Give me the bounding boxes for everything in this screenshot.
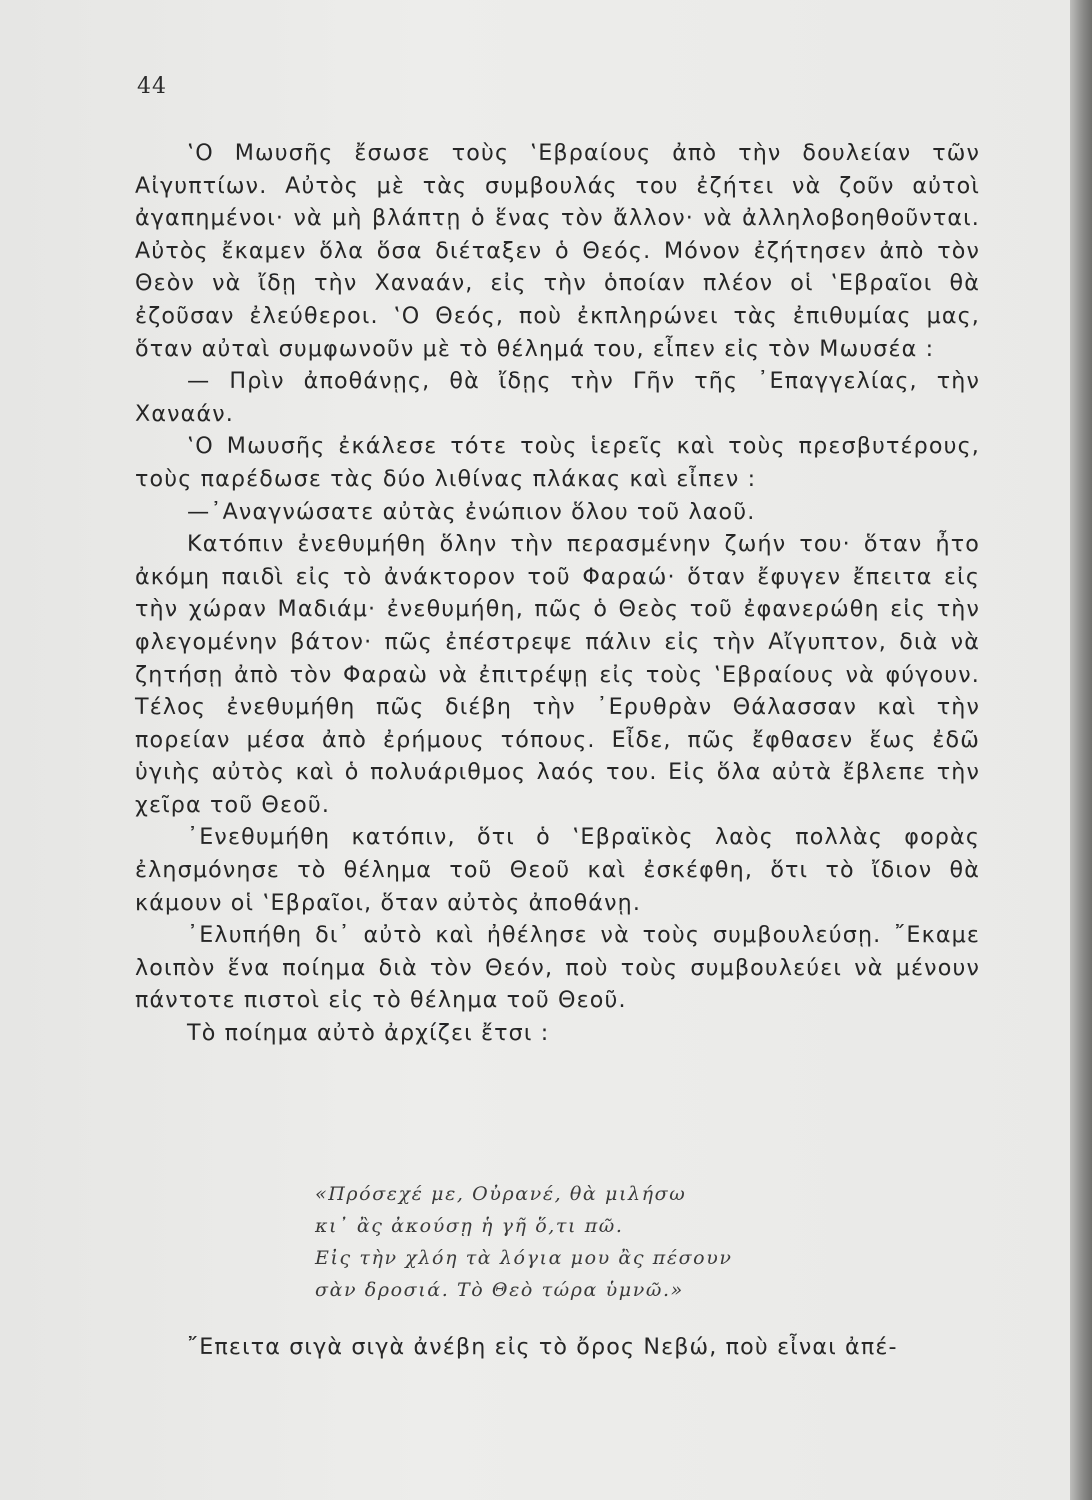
paragraph-moses-saved: ‛Ο Μωυσῆς ἔσωσε τοὺς ‛Εβραίους ἀπὸ τὴν δουλείαν τῶν Αἰγυπτίων. Αὐτὸς μὲ τὰς συμβουλάς του ἐζήτει νὰ ζοῦν αὐτοὶ ἀγαπημένοι· νὰ μὴ βλάπτῃ ὁ ἕνας τὸν ἄλλον· νὰ ἀλληλοβοηθοῦνται. Αὐτὸς ἔκαμεν ὅλα ὅσα διέταξεν ὁ Θεός. Μόνον ἐζήτησεν ἀπὸ τὸν Θεὸν νὰ ἴδῃ τὴν Χαναάν, εἰς τὴν ὁποίαν πλέον οἱ ‛Εβραῖοι θὰ ἐζοῦσαν ἐλεύθεροι. ‛Ο Θεός, ποὺ ἐκπληρώνει τὰς ἐπιθυμίας μας, ὅταν αὐταὶ συμφωνοῦν μὲ τὸ θέλημά του, εἶπεν εἰς τὸν Μωυσέα :	[135, 140, 980, 362]
page-edge-shadow	[1070, 0, 1092, 1500]
poem-line: «Πρόσεχέ με, Οὐρανέ, θὰ μιλήσω	[315, 1183, 687, 1205]
poem-line: κι᾿ ἂς ἀκούσῃ ἡ γῆ ὅ,τι πῶ.	[315, 1215, 624, 1237]
poem-line: σὰν δροσιά. Τὸ Θεὸ τώρα ὑμνῶ.»	[315, 1279, 684, 1301]
paragraph-forgetting: ᾿Ενεθυμήθη κατόπιν, ὅτι ὁ ‛Εβραϊκὸς λαὸς πολλὰς φορὰς ἐλησμόνησε τὸ θέλημα τοῦ Θεοῦ καὶ ἐσκέφθη, ὅτι τὸ ἴδιον θὰ κάμουν οἱ ‛Εβραῖοι, ὅταν αὐτὸς ἀποθάνῃ.	[135, 824, 980, 916]
paragraph-poem-begins: Τὸ ποίημα αὐτὸ ἀρχίζει ἔτσι :	[187, 1020, 550, 1047]
paragraph-promise-quote: — Πρὶν ἀποθάνῃς, θὰ ἴδῃς τὴν Γῆν τῆς ᾿Επαγγελίας, τὴν Χαναάν.	[135, 368, 980, 427]
body-text	[135, 137, 980, 1050]
closing-line: ῎Επειτα σιγὰ σιγὰ ἀνέβη εἰς τὸ ὄρος Νεβώ, ποὺ εἶναι ἀπέ-	[187, 1334, 898, 1360]
paragraph-priests: ‛Ο Μωυσῆς ἐκάλεσε τότε τοὺς ἱερεῖς καὶ τοὺς πρεσβυτέρους, τοὺς παρέδωσε τὰς δύο λιθίνας πλάκας καὶ εἶπεν :	[135, 433, 980, 492]
paragraph-read-aloud: —᾿Αναγνώσατε αὐτὰς ἐνώπιον ὅλου τοῦ λαοῦ.	[187, 498, 756, 525]
poem-excerpt	[315, 1178, 733, 1306]
paragraph-poem-intro: ᾿Ελυπήθη δι᾿ αὐτὸ καὶ ἠθέλησε νὰ τοὺς συμβουλεύσῃ. ῎Εκαμε λοιπὸν ἕνα ποίημα διὰ τὸν Θεόν, ποὺ τοὺς συμβουλεύει νὰ μένουν πάντοτε πιστοὶ εἰς τὸ θέλημα τοῦ Θεοῦ.	[135, 922, 980, 1014]
paragraph-memories: Κατόπιν ἐνεθυμήθη ὅλην τὴν περασμένην ζωήν του· ὅταν ἦτο ἀκόμη παιδὶ εἰς τὸ ἀνάκτορον τοῦ Φαραώ· ὅταν ἔφυγεν ἔπειτα εἰς τὴν χώραν Μαδιάμ· ἐνεθυμήθη, πῶς ὁ Θεὸς τοῦ ἐφανερώθη εἰς τὴν φλεγομένην βάτον· πῶς ἐπέστρεψε πάλιν εἰς τὴν Αἴγυπτον, διὰ νὰ ζητήσῃ ἀπὸ τὸν Φαραὼ νὰ ἐπιτρέψῃ εἰς τοὺς ‛Εβραίους νὰ φύγουν. Τέλος ἐνεθυμήθη πῶς διέβη τὴν ᾿Ερυθρὰν Θάλασσαν καὶ τὴν πορείαν μέσα ἀπὸ ἐρήμους τόπους. Εἶδε, πῶς ἔφθασεν ἕως ἐδῶ ὑγιὴς αὐτὸς καὶ ὁ πολυάριθμος λαός του. Εἰς ὅλα αὐτὰ ἔβλεπε τὴν χεῖρα τοῦ Θεοῦ.	[135, 531, 980, 818]
poem-line: Εἰς τὴν χλόη τὰ λόγια μου ἂς πέσουν	[315, 1247, 733, 1269]
page-number: 44	[137, 74, 167, 99]
